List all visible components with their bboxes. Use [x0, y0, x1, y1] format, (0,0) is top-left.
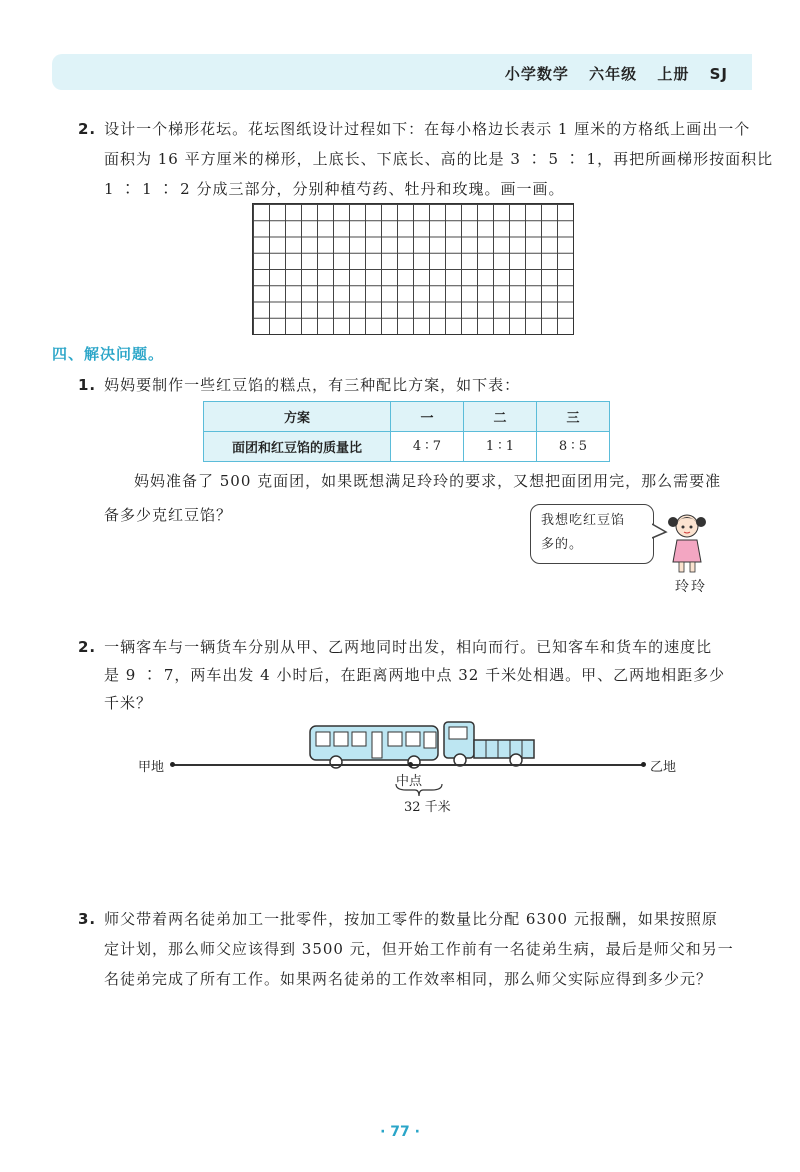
problem-text: 设计一个梯形花坛。花坛图纸设计过程如下：在每小格边长表示 1 厘米的方格纸上画出一个 [104, 120, 751, 138]
truck-icon [438, 716, 538, 768]
bubble-line: 多的。 [541, 537, 584, 552]
header-grade: 六年级 [589, 65, 638, 83]
problem-number: 3. [78, 910, 97, 928]
table-header-cell: 方案 [204, 402, 391, 432]
table-header-cell: 二 [464, 402, 537, 432]
start-point [170, 762, 175, 767]
problem2-vehicles-line2: 是 9 ∶ 7，两车出发 4 小时后，在距离两地中点 32 千米处相遇。甲、乙两地相距多少 [104, 666, 726, 684]
problem2-vehicles-line3: 千米？ [104, 694, 153, 712]
page-number: · 77 · [380, 1124, 420, 1140]
midpoint-dot [408, 762, 413, 767]
problem3-line3: 名徒弟完成了所有工作。如果两名徒弟的工作效率相同，那么师父实际应得到多少元？ [104, 970, 713, 988]
girl-name: 玲玲 [675, 579, 707, 595]
problem-text: 师父带着两名徒弟加工一批零件，按加工零件的数量比分配 6300 元报酬，如果按照原 [104, 910, 718, 928]
table-row [204, 432, 610, 462]
problem2-design-line3: 1 ∶ 1 ∶ 2 分成三部分，分别种植芍药、牡丹和玫瑰。画一画。 [104, 180, 565, 198]
right-place-label: 乙地 [650, 760, 677, 775]
bus-icon [308, 722, 442, 770]
header-volume: 上册 [657, 65, 690, 83]
grid-paper[interactable] [252, 203, 574, 335]
table-cell: 4 ∶ 7 [391, 432, 464, 462]
table-row-label: 面团和红豆馅的质量比 [204, 432, 391, 462]
problem-text: 一辆客车与一辆货车分别从甲、乙两地同时出发，相向而行。已知客车和货车的速度比 [104, 638, 713, 656]
speech-bubble [530, 504, 654, 564]
table-cell: 8 ∶ 5 [537, 432, 610, 462]
bubble-line: 我想吃红豆馅 [541, 513, 626, 528]
ratio-table [203, 401, 610, 462]
girl-icon [665, 512, 709, 574]
distance-label: 32 千米 [404, 800, 451, 815]
left-place-label: 甲地 [138, 760, 165, 775]
problem1-intro [78, 370, 520, 400]
problem3-line1 [78, 904, 718, 934]
problem-text: 妈妈要制作一些红豆馅的糕点，有三种配比方案，如下表： [104, 376, 521, 394]
problem2-design-line1 [78, 114, 750, 144]
midpoint-label: 中点 [396, 774, 423, 789]
section-title: 四、解决问题。 [52, 345, 165, 363]
end-point [641, 762, 646, 767]
problem3-line2: 定计划，那么师父应该得到 3500 元，但开始工作前有一名徒弟生病，最后是师父和另一 [104, 940, 734, 958]
header-subject: 小学数学 [504, 65, 569, 83]
book-header [491, 63, 728, 84]
table-header-cell: 三 [537, 402, 610, 432]
problem1-line1: 妈妈准备了 500 克面团，如果既想满足玲玲的要求，又想把面团用完，那么需要准 [134, 472, 722, 490]
problem-number: 2. [78, 120, 97, 138]
problem1-line2: 备多少克红豆馅？ [104, 506, 233, 524]
table-cell: 1 ∶ 1 [464, 432, 537, 462]
problem2-design-line2: 面积为 16 平方厘米的梯形，上底长、下底长、高的比是 3 ∶ 5 ∶ 1，再把所画梯形按面积比 [104, 150, 774, 168]
table-header-row [204, 402, 610, 432]
problem-number: 1. [78, 376, 97, 394]
problem-number: 2. [78, 638, 97, 656]
table-header-cell: 一 [391, 402, 464, 432]
header-edition: SJ [709, 65, 728, 83]
problem2-vehicles-line1 [78, 632, 712, 662]
